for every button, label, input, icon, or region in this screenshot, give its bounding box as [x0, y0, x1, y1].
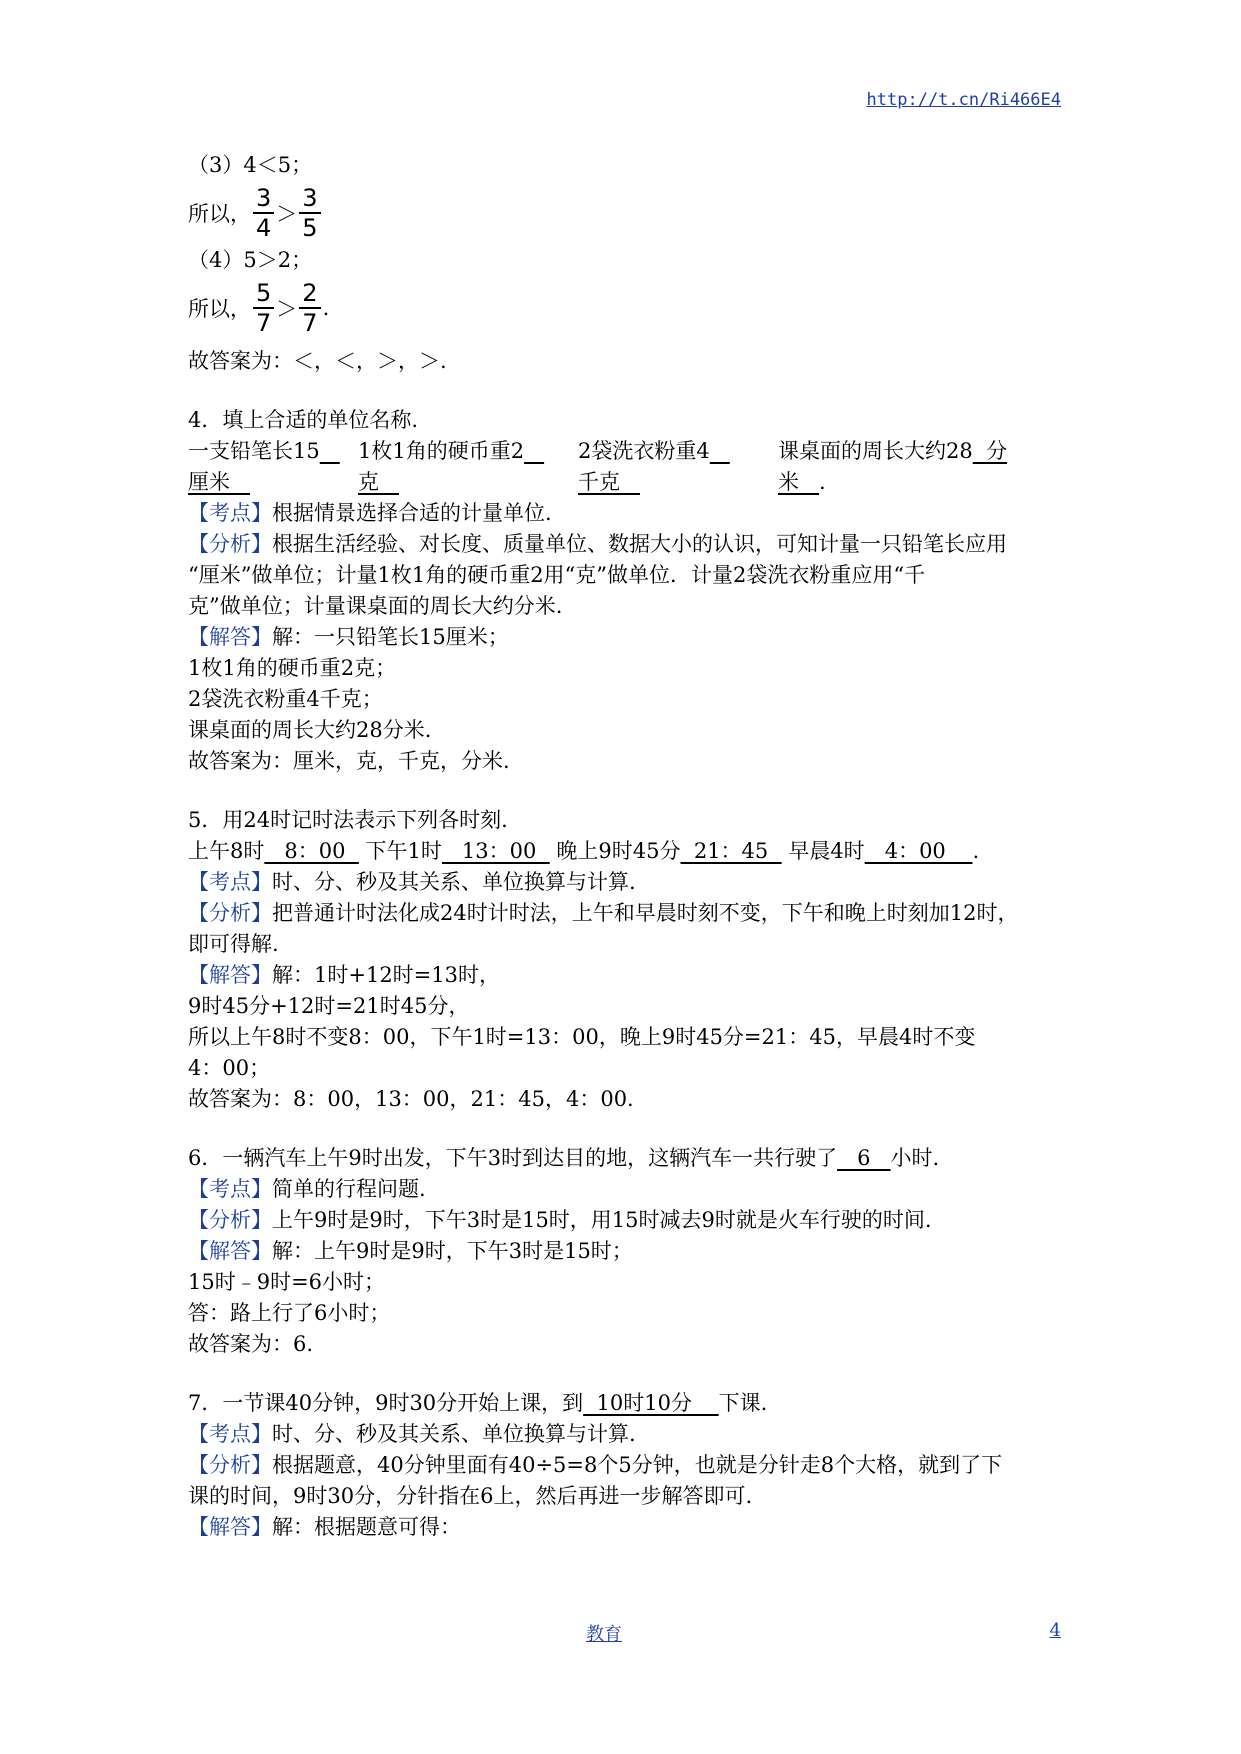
q6-solution-line: 15时﹣9时=6小时； [188, 1270, 386, 1294]
answer-blank-pad [230, 470, 250, 494]
item-text: 课桌面的周长大约28 [778, 439, 973, 463]
tag-text: 根据情景选择合适的计量单位. [272, 501, 552, 525]
q4-items [188, 436, 1048, 498]
q3-case4-result [188, 276, 1048, 340]
q7-analysis-line: 课的时间，9时30分，分针指在6上，然后再进一步解答即可. [188, 1484, 753, 1508]
fraction [299, 186, 320, 240]
answer-blank: 8：00 [264, 839, 359, 863]
page-content [188, 150, 1048, 1543]
tag-label: 【考点】 [188, 870, 272, 894]
answer-blank: 厘米 [188, 470, 230, 494]
tag-label: 【解答】 [188, 625, 272, 649]
q5-items [188, 836, 1048, 867]
tag-label: 【考点】 [188, 501, 272, 525]
page-number: 4 [1049, 1620, 1061, 1641]
spacer [188, 777, 1048, 805]
answer-blank [710, 439, 730, 463]
tag-text: 解：一只铅笔长15厘米； [272, 625, 509, 649]
q4-title: 4．填上合适的单位名称. [188, 408, 419, 432]
fraction [253, 186, 274, 240]
item-text: 晚上9时45分 [549, 839, 681, 863]
denominator: 7 [302, 309, 318, 337]
fraction [253, 281, 274, 335]
sentence-end: . [972, 839, 980, 863]
tag-text: 时、分、秒及其关系、单位换算与计算. [272, 870, 636, 894]
q5-answer: 故答案为：8：00，13：00，21：45，4：00. [188, 1087, 634, 1111]
tag-label: 【分析】 [188, 901, 272, 925]
q4-analysis-line: 克”做单位；计量课桌面的周长大约分米. [188, 594, 563, 618]
q5-knowledge-point [188, 867, 1048, 898]
item-text: 2袋洗衣粉重4 [578, 439, 710, 463]
q7-title [188, 1388, 1048, 1419]
answer-blank: 13：00 [441, 839, 550, 863]
tag-label: 【解答】 [188, 1239, 272, 1263]
q4-answer: 故答案为：厘米，克，千克，分米. [188, 749, 510, 773]
item-text: 下午1时 [358, 839, 442, 863]
header-link[interactable]: http://t.cn/Ri466E4 [866, 90, 1061, 110]
numerator: 3 [302, 184, 318, 212]
answer-blank: 分 [972, 439, 1008, 463]
q6-knowledge-point [188, 1174, 1048, 1205]
q4-analysis-line: “厘米”做单位；计量1枚1角的硬币重2用“克”做单位．计量2袋洗衣粉重应用“千 [188, 563, 926, 587]
answer-blank-pad [379, 470, 399, 494]
tag-text: 简单的行程问题. [272, 1177, 426, 1201]
q4-solution [188, 622, 1048, 653]
answer-blank [320, 439, 340, 463]
tag-text: 解：根据题意可得： [272, 1515, 461, 1539]
numerator: 2 [302, 279, 318, 307]
item-text: 1枚1角的硬币重2 [358, 439, 525, 463]
q4-solution-line: 课桌面的周长大约28分米. [188, 718, 432, 742]
q5-analysis [188, 898, 1048, 929]
q3-case3: （3）4＜5； [188, 153, 313, 177]
answer-blank: 6 [837, 1146, 891, 1170]
q4-item-coin [358, 436, 578, 498]
tag-text: 解：1时+12时=13时， [272, 963, 500, 987]
q5-title: 5．用24时记时法表示下列各时刻. [188, 808, 508, 832]
q3-case4: （4）5＞2； [188, 248, 313, 272]
item-text: 6．一辆汽车上午9时出发，下午3时到达目的地，这辆汽车一共行驶了 [188, 1146, 838, 1170]
answer-blank: 21：45 [680, 839, 782, 863]
q3-case4-so: 所以， [188, 297, 251, 321]
q5-solution-line: 9时45分+12时=21时45分， [188, 994, 470, 1018]
item-text: 早晨4时 [781, 839, 865, 863]
denominator: 4 [256, 214, 272, 242]
answer-blank-pad [799, 470, 819, 494]
item-text: 一支铅笔长15 [188, 439, 320, 463]
spacer [188, 1115, 1048, 1143]
sentence-end: . [819, 470, 826, 494]
q4-solution-line: 1枚1角的硬币重2克； [188, 656, 397, 680]
q5-solution [188, 960, 1048, 991]
footer-link[interactable]: 教育 [586, 1624, 622, 1645]
tag-label: 【分析】 [188, 532, 272, 556]
tag-text: 根据生活经验、对长度、质量单位、数据大小的认识，可知计量一只铅笔长应用 [272, 532, 1007, 556]
item-text: 小时. [890, 1146, 940, 1170]
q4-analysis [188, 529, 1048, 560]
q5-analysis-line: 即可得解. [188, 932, 279, 956]
q6-solution-line: 答：路上行了6小时； [188, 1301, 391, 1325]
sentence-end: . [322, 296, 330, 320]
numerator: 5 [256, 279, 272, 307]
q4-solution-line: 2袋洗衣粉重4千克； [188, 687, 383, 711]
numerator: 3 [256, 184, 272, 212]
denominator: 5 [302, 214, 318, 242]
tag-text: 把普通计时法化成24时计时法，上午和早晨时刻不变，下午和晚上时刻加12时， [272, 901, 1019, 925]
tag-text: 解：上午9时是9时，下午3时是15时； [272, 1239, 633, 1263]
item-text: 下课. [718, 1391, 768, 1415]
comparison-operator: ＞ [276, 202, 298, 226]
tag-label: 【分析】 [188, 1208, 272, 1232]
tag-text: 上午9时是9时，下午3时是15时，用15时减去9时就是火车行驶的时间. [272, 1208, 932, 1232]
q4-item-desk [778, 436, 1038, 498]
q3-case3-result [188, 181, 1048, 245]
tag-label: 【解答】 [188, 1515, 272, 1539]
q4-item-pencil [188, 436, 358, 498]
answer-blank: 10时10分 [583, 1391, 719, 1415]
item-text: 上午8时 [188, 839, 265, 863]
q5-solution-line: 所以上午8时不变8：00，下午1时=13：00，晚上9时45分=21：45，早晨4时不变 [188, 1025, 976, 1049]
tag-text: 时、分、秒及其关系、单位换算与计算. [272, 1422, 636, 1446]
answer-blank: 4：00 [864, 839, 973, 863]
q6-analysis [188, 1205, 1048, 1236]
comparison-operator: ＞ [276, 297, 298, 321]
q4-item-detergent [578, 436, 778, 498]
answer-blank [524, 439, 544, 463]
q6-solution [188, 1236, 1048, 1267]
answer-blank: 克 [358, 470, 379, 494]
spacer [188, 377, 1048, 405]
tag-label: 【考点】 [188, 1177, 272, 1201]
q3-case3-so: 所以， [188, 202, 251, 226]
q4-knowledge-point [188, 498, 1048, 529]
denominator: 7 [256, 309, 272, 337]
fraction [299, 281, 320, 335]
q7-analysis [188, 1450, 1048, 1481]
tag-label: 【分析】 [188, 1453, 272, 1477]
q7-knowledge-point [188, 1419, 1048, 1450]
q7-solution [188, 1512, 1048, 1543]
answer-blank: 千克 [578, 470, 620, 494]
q3-answer: 故答案为：＜，＜，＞，＞. [188, 349, 447, 373]
tag-label: 【考点】 [188, 1422, 272, 1446]
q5-solution-line: 4：00； [188, 1056, 271, 1080]
item-text: 7．一节课40分钟，9时30分开始上课，到 [188, 1391, 584, 1415]
tag-label: 【解答】 [188, 963, 272, 987]
spacer [188, 1360, 1048, 1388]
q6-title [188, 1143, 1048, 1174]
answer-blank-pad [620, 470, 640, 494]
q6-answer: 故答案为：6. [188, 1332, 314, 1356]
tag-text: 根据题意，40分钟里面有40÷5=8个5分钟，也就是分针走8个大格，就到了下 [272, 1453, 1003, 1477]
answer-blank: 米 [778, 470, 799, 494]
